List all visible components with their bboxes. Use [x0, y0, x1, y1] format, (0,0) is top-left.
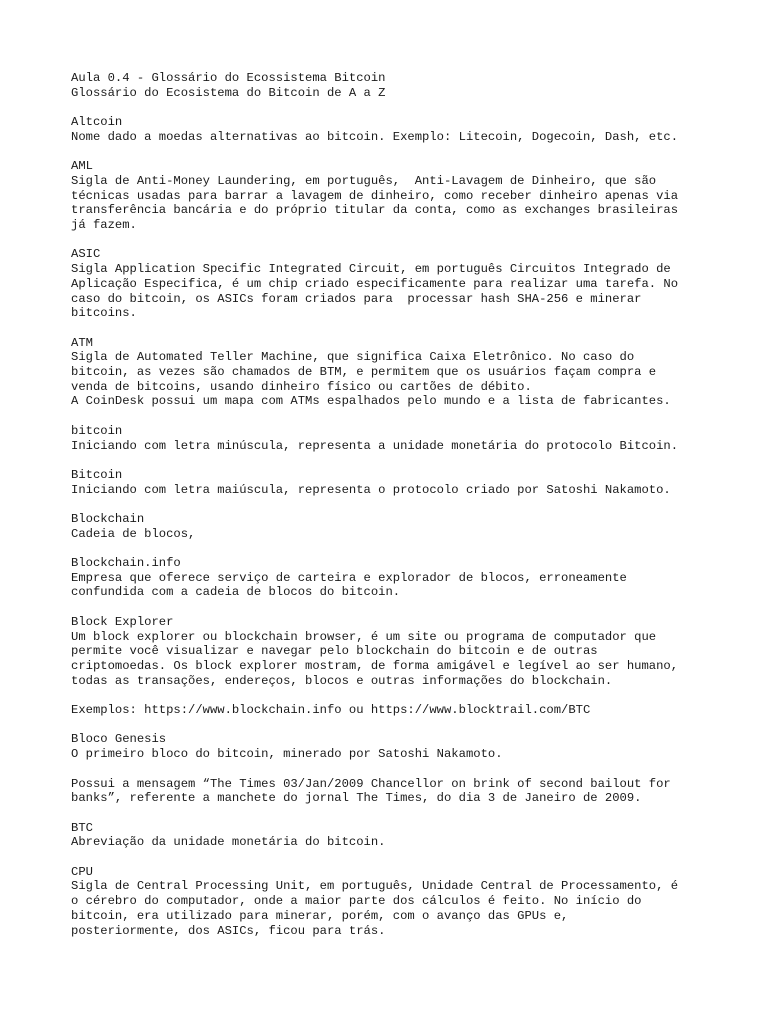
text-line: AML	[71, 159, 93, 174]
text-line: o cérebro do computador, onde a maior parte dos cálculos é feito. No início do	[71, 894, 642, 909]
text-line: confundida com a cadeia de blocos do bitcoin.	[71, 585, 401, 600]
text-line: Exemplos: https://www.blockchain.info ou https://www.blocktrail.com/BTC	[71, 703, 591, 718]
document-page	[71, 71, 711, 938]
text-line: Blockchain.info	[71, 556, 181, 571]
blank-line	[71, 233, 711, 248]
text-line: Nome dado a moedas alternativas ao bitcoin. Exemplo: Litecoin, Dogecoin, Dash, etc.	[71, 129, 679, 144]
text-line: A CoinDesk possui um mapa com ATMs espalhados pelo mundo e a lista de fabricantes.	[71, 394, 671, 409]
text-line: técnicas usadas para barrar a lavagem de dinheiro, como receber dinheiro apenas via	[71, 188, 679, 203]
text-line: Cadeia de blocos,	[71, 526, 196, 541]
text-line: ATM	[71, 335, 93, 350]
blank-line	[71, 145, 711, 160]
text-line: Abreviação da unidade monetária do bitcoin.	[71, 835, 386, 850]
text-line: Sigla de Central Processing Unit, em português, Unidade Central de Processamento, é	[71, 879, 679, 894]
text-line: criptomoedas. Os block explorer mostram, de forma amigável e legível ao ser humano,	[71, 658, 679, 673]
text-line: permite você visualizar e navegar pelo blockchain do bitcoin e de outras	[71, 644, 598, 659]
blank-line	[71, 762, 711, 777]
text-line: Blockchain	[71, 511, 145, 526]
text-line: venda de bitcoins, usando dinheiro físico ou cartões de débito.	[71, 379, 532, 394]
text-line: Um block explorer ou blockchain browser, é um site ou programa de computador que	[71, 629, 657, 644]
text-line: Sigla de Anti-Money Laundering, em português, Anti-Lavagem de Dinheiro, que são	[71, 173, 657, 188]
blank-line	[71, 497, 711, 512]
text-line: Iniciando com letra minúscula, representa a unidade monetária do protocolo Bitcoin.	[71, 438, 679, 453]
text-line: Altcoin	[71, 115, 123, 130]
text-line: BTC	[71, 820, 93, 835]
text-line: Bloco Genesis	[71, 732, 167, 747]
blank-line	[71, 453, 711, 468]
text-line: Glossário do Ecosistema do Bitcoin de A a Z	[71, 85, 386, 100]
text-line: Block Explorer	[71, 614, 174, 629]
blank-line	[71, 321, 711, 336]
blank-line	[71, 600, 711, 615]
text-line: banks”, referente a manchete do jornal The Times, do dia 3 de Janeiro de 2009.	[71, 791, 642, 806]
text-line: ASIC	[71, 247, 101, 262]
blank-line	[71, 718, 711, 733]
blank-line	[71, 100, 711, 115]
blank-line	[71, 541, 711, 556]
text-line: já fazem.	[71, 218, 137, 232]
text-line: todas as transações, endereços, blocos e outras informações do blockchain.	[71, 673, 613, 688]
text-line: Sigla de Automated Teller Machine, que significa Caixa Eletrônico. No caso do	[71, 350, 635, 365]
text-line: Aula 0.4 - Glossário do Ecossistema Bitcoin	[71, 71, 386, 85]
text-line: Iniciando com letra maiúscula, representa o protocolo criado por Satoshi Nakamoto.	[71, 482, 671, 497]
blank-line	[71, 850, 711, 865]
text-line: bitcoin	[71, 423, 123, 438]
text-line: CPU	[71, 864, 93, 879]
text-line: Empresa que oferece serviço de carteira e explorador de blocos, erroneamente	[71, 570, 627, 585]
blank-line	[71, 409, 711, 424]
text-line: Sigla Application Specific Integrated Circuit, em português Circuitos Integrado de	[71, 262, 671, 277]
text-line: O primeiro bloco do bitcoin, minerado por Satoshi Nakamoto.	[71, 747, 503, 762]
text-line: Aplicação Especifica, é um chip criado especificamente para realizar uma tarefa. No	[71, 276, 679, 291]
blank-line	[71, 688, 711, 703]
text-line: posteriormente, dos ASICs, ficou para trás.	[71, 923, 386, 938]
text-line: bitcoins.	[71, 306, 137, 321]
text-line: Bitcoin	[71, 467, 123, 482]
text-line: bitcoin, as vezes são chamados de BTM, e permitem que os usuários façam compra e	[71, 365, 657, 379]
text-line: transferência bancária e do próprio titular da conta, como as exchanges brasileiras	[71, 203, 679, 218]
blank-line	[71, 806, 711, 821]
text-line: bitcoin, era utilizado para minerar, porém, com o avanço das GPUs e,	[71, 908, 569, 923]
text-line: caso do bitcoin, os ASICs foram criados para processar hash SHA-256 e minerar	[71, 291, 642, 306]
text-line: Possui a mensagem “The Times 03/Jan/2009 Chancellor on brink of second bailout for	[71, 776, 671, 791]
